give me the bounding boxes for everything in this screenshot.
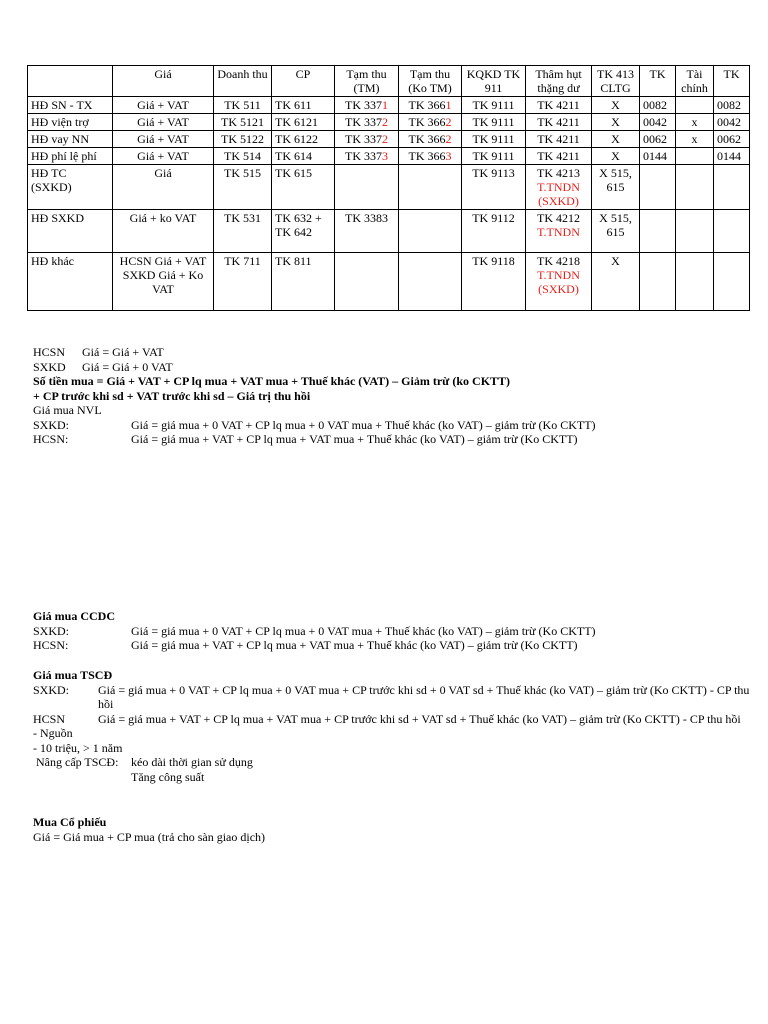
hcsn-label: HCSN: [33, 345, 66, 359]
doanh-thu-cell: TK 531: [214, 210, 272, 253]
kqkd-cell: TK 9111: [462, 97, 526, 114]
table-row: [28, 97, 750, 114]
column-header: Thâm hụt thặng dư: [526, 66, 592, 97]
sxkd-text: Giá = Giá + 0 VAT: [82, 359, 173, 374]
accounting-table: [27, 65, 750, 311]
tham-hut-account: TK 4212: [537, 211, 580, 225]
tham-hut-account: TK 4211: [537, 132, 580, 146]
row-name-cell: HĐ vay NN: [28, 131, 113, 148]
tai-chinh-cell: [676, 148, 714, 165]
tai-chinh-cell: x: [676, 131, 714, 148]
clt-cell: X 515, 615: [592, 210, 640, 253]
tham-hut-account: TK 4211: [537, 149, 580, 163]
tam-thu-ko-tm-cell: [399, 165, 462, 210]
gia-cell: Giá + VAT: [113, 114, 214, 131]
notes-section: [33, 345, 753, 447]
tam-thu-tm-account: TK 3383: [345, 211, 388, 225]
cp-cell: TK 6121: [272, 114, 335, 131]
hcsn-text: Giá = Giá + VAT: [82, 345, 164, 359]
tam-thu-ko-tm-suffix: 2: [445, 115, 452, 129]
column-header: Tài chính: [676, 66, 714, 97]
tscd-section: [33, 668, 753, 784]
clt-cell: X: [592, 131, 640, 148]
cp-cell: TK 611: [272, 97, 335, 114]
tam-thu-ko-tm-cell: [399, 210, 462, 253]
nvl-hcsn-label: HCSN:: [33, 432, 69, 446]
tam-thu-ko-tm-account: TK 366: [408, 115, 446, 129]
tam-thu-ko-tm-cell: [399, 253, 462, 311]
column-header: TK: [714, 66, 750, 97]
column-header: Giá: [113, 66, 214, 97]
tam-thu-tm-cell: [335, 97, 399, 114]
so-tien-mua-line-1: Số tiền mua = Giá + VAT + CP lq mua + VAT mua + Thuế khác (VAT) – Giảm trừ (ko CKTT): [33, 374, 511, 388]
doanh-thu-cell: TK 5121: [214, 114, 272, 131]
tham-hut-account: TK 4211: [537, 98, 580, 112]
trieu-line: - 10 triệu, > 1 năm: [33, 740, 123, 755]
gia-cell: Giá + VAT: [113, 148, 214, 165]
doanh-thu-cell: TK 515: [214, 165, 272, 210]
column-header: [28, 66, 113, 97]
gia-cell: Giá + VAT: [113, 97, 214, 114]
sxkd-label: SXKD: [33, 359, 66, 374]
column-header: Tạm thu (Ko TM): [399, 66, 462, 97]
tk-cell-2: 0062: [714, 131, 750, 148]
tk-cell-2: 0144: [714, 148, 750, 165]
tam-thu-tm-account: TK 337: [345, 115, 382, 129]
row-name-cell: HĐ TC (SXKD): [28, 165, 113, 210]
doanh-thu-cell: TK 511: [214, 97, 272, 114]
tham-hut-cell: [526, 253, 592, 311]
table-row: [28, 131, 750, 148]
nvl-hcsn-formula: Giá = giá mua + VAT + CP lq mua + VAT mua + Thuế khác (ko VAT) – giảm trừ (Ko CKTT): [131, 432, 578, 446]
row-name-cell: HĐ SN - TX: [28, 97, 113, 114]
clt-cell: X: [592, 253, 640, 311]
tam-thu-tm-cell: [335, 210, 399, 253]
tam-thu-tm-suffix: 1: [382, 98, 388, 112]
tai-chinh-cell: [676, 165, 714, 210]
ccdc-hcsn-label: HCSN:: [33, 638, 69, 652]
table-row: [28, 253, 750, 311]
column-header: TK 413 CLTG: [592, 66, 640, 97]
tscd-sxkd-formula: Giá = giá mua + 0 VAT + CP lq mua + 0 VAT mua + CP trước khi sd + 0 VAT sd + Thuế khác (ko VAT) – giảm trừ (Ko CKTT) - CP thu hồi: [98, 682, 750, 711]
tai-chinh-cell: x: [676, 114, 714, 131]
tam-thu-ko-tm-cell: [399, 148, 462, 165]
table-row: [28, 210, 750, 253]
column-header: KQKD TK 911: [462, 66, 526, 97]
ccdc-section: [33, 609, 753, 653]
sxkd-line: [33, 360, 753, 375]
ccdc-title: Giá mua CCDC: [33, 609, 116, 623]
gia-cell: Giá + VAT: [113, 131, 214, 148]
row-name-cell: HĐ khác: [28, 253, 113, 311]
clt-cell: X: [592, 148, 640, 165]
nvl-sxkd-label: SXKD:: [33, 417, 70, 432]
column-header: Tạm thu (TM): [335, 66, 399, 97]
nvl-title: Giá mua NVL: [33, 403, 102, 417]
table-row: [28, 148, 750, 165]
co-phieu-title: Mua Cổ phiếu: [33, 815, 107, 829]
tk-cell: [640, 210, 676, 253]
tk-cell: [640, 253, 676, 311]
column-header: Doanh thu: [214, 66, 272, 97]
tam-thu-ko-tm-account: TK 366: [408, 98, 446, 112]
co-phieu-formula: Giá = Giá mua + CP mua (trả cho sàn giao dịch): [33, 829, 266, 844]
kqkd-cell: TK 9111: [462, 114, 526, 131]
hcsn-line: [33, 345, 753, 360]
kqkd-cell: TK 9112: [462, 210, 526, 253]
so-tien-mua-line-2: + CP trước khi sd + VAT trước khi sd – Giá trị thu hồi: [33, 388, 311, 403]
tai-chinh-cell: [676, 253, 714, 311]
tham-hut-account: TK 4218: [537, 254, 580, 268]
kqkd-cell: TK 9111: [462, 131, 526, 148]
tk-cell: 0144: [640, 148, 676, 165]
tai-chinh-cell: [676, 210, 714, 253]
tham-hut-account: TK 4211: [537, 115, 580, 129]
table-row: [28, 165, 750, 210]
column-header: CP: [272, 66, 335, 97]
gia-cell: Giá: [113, 165, 214, 210]
tam-thu-tm-suffix: 2: [382, 132, 388, 146]
tk-cell-2: [714, 165, 750, 210]
tk-cell: 0062: [640, 131, 676, 148]
tham-hut-cell: [526, 97, 592, 114]
tam-thu-ko-tm-account: TK 366: [408, 132, 446, 146]
tam-thu-tm-account: TK 337: [345, 98, 382, 112]
tk-cell-2: 0042: [714, 114, 750, 131]
table-row: [28, 114, 750, 131]
tk-cell: [640, 165, 676, 210]
clt-cell: X 515, 615: [592, 165, 640, 210]
tam-thu-tm-suffix: 2: [382, 115, 388, 129]
nguon-line: - Nguồn: [33, 726, 73, 740]
table-header-row: [28, 66, 750, 97]
tam-thu-tm-cell: [335, 114, 399, 131]
row-name-cell: HĐ SXKD: [28, 210, 113, 253]
tham-hut-note: T.TNDN: [537, 225, 580, 239]
row-name-cell: HĐ viện trợ: [28, 114, 113, 131]
gia-cell: Giá + ko VAT: [113, 210, 214, 253]
tam-thu-tm-account: TK 337: [345, 149, 382, 163]
cp-cell: TK 811: [272, 253, 335, 311]
gia-cell: HCSN Giá + VAT SXKD Giá + Ko VAT: [113, 253, 214, 311]
tham-hut-note: T.TNDN (SXKD): [537, 180, 580, 208]
tam-thu-tm-cell: [335, 253, 399, 311]
tscd-hcsn-label: HCSN: [33, 711, 66, 726]
tam-thu-ko-tm-suffix: 3: [445, 149, 452, 163]
tham-hut-cell: [526, 210, 592, 253]
tam-thu-ko-tm-account: TK 366: [408, 149, 446, 163]
cp-cell: TK 615: [272, 165, 335, 210]
tam-thu-ko-tm-cell: [399, 114, 462, 131]
kqkd-cell: TK 9111: [462, 148, 526, 165]
tscd-title: Giá mua TSCĐ: [33, 668, 113, 682]
tam-thu-tm-account: TK 337: [345, 132, 382, 146]
cp-cell: TK 6122: [272, 131, 335, 148]
tham-hut-cell: [526, 114, 592, 131]
tam-thu-tm-suffix: 3: [382, 149, 388, 163]
kqkd-cell: TK 9118: [462, 253, 526, 311]
tk-cell-2: [714, 210, 750, 253]
nvl-sxkd-formula: Giá = giá mua + 0 VAT + CP lq mua + 0 VAT mua + Thuế khác (ko VAT) – giảm trừ (Ko CKTT): [131, 417, 596, 432]
tam-thu-ko-tm-cell: [399, 131, 462, 148]
kqkd-cell: TK 9113: [462, 165, 526, 210]
tham-hut-note: T.TNDN (SXKD): [537, 268, 580, 296]
tam-thu-ko-tm-suffix: 1: [445, 98, 452, 112]
tscd-hcsn-formula: Giá = giá mua + VAT + CP lq mua + VAT mua + CP trước khi sd + VAT sd + Thuế khác (ko VAT) – giảm trừ (Ko CKTT) - CP thu hồi: [98, 711, 741, 726]
doanh-thu-cell: TK 514: [214, 148, 272, 165]
nang-cap-item-2: Tăng công suất: [131, 769, 205, 784]
tam-thu-ko-tm-cell: [399, 97, 462, 114]
tham-hut-cell: [526, 148, 592, 165]
tam-thu-ko-tm-suffix: 2: [445, 132, 452, 146]
column-header: TK: [640, 66, 676, 97]
clt-cell: X: [592, 114, 640, 131]
clt-cell: X: [592, 97, 640, 114]
tham-hut-cell: [526, 131, 592, 148]
ccdc-hcsn-formula: Giá = giá mua + VAT + CP lq mua + VAT mua + Thuế khác (ko VAT) – giảm trừ (Ko CKTT): [131, 638, 578, 652]
nang-cap-item-1: kéo dài thời gian sử dụng: [131, 755, 253, 769]
doanh-thu-cell: TK 711: [214, 253, 272, 311]
tk-cell: 0042: [640, 114, 676, 131]
tk-cell-2: 0082: [714, 97, 750, 114]
doanh-thu-cell: TK 5122: [214, 131, 272, 148]
tam-thu-tm-cell: [335, 148, 399, 165]
cp-cell: TK 614: [272, 148, 335, 165]
tham-hut-cell: [526, 165, 592, 210]
nang-cap-label: Nâng cấp TSCĐ:: [33, 755, 119, 769]
tscd-sxkd-label: SXKD:: [33, 682, 70, 697]
tk-cell: 0082: [640, 97, 676, 114]
tam-thu-tm-cell: [335, 131, 399, 148]
ccdc-sxkd-formula: Giá = giá mua + 0 VAT + CP lq mua + 0 VAT mua + Thuế khác (ko VAT) – giảm trừ (Ko CKTT): [131, 623, 596, 638]
tham-hut-account: TK 4213: [537, 166, 580, 180]
tk-cell-2: [714, 253, 750, 311]
co-phieu-section: [33, 815, 753, 844]
row-name-cell: HĐ phí lệ phí: [28, 148, 113, 165]
cp-cell: TK 632 + TK 642: [272, 210, 335, 253]
ccdc-sxkd-label: SXKD:: [33, 623, 70, 638]
tam-thu-tm-cell: [335, 165, 399, 210]
tai-chinh-cell: [676, 97, 714, 114]
